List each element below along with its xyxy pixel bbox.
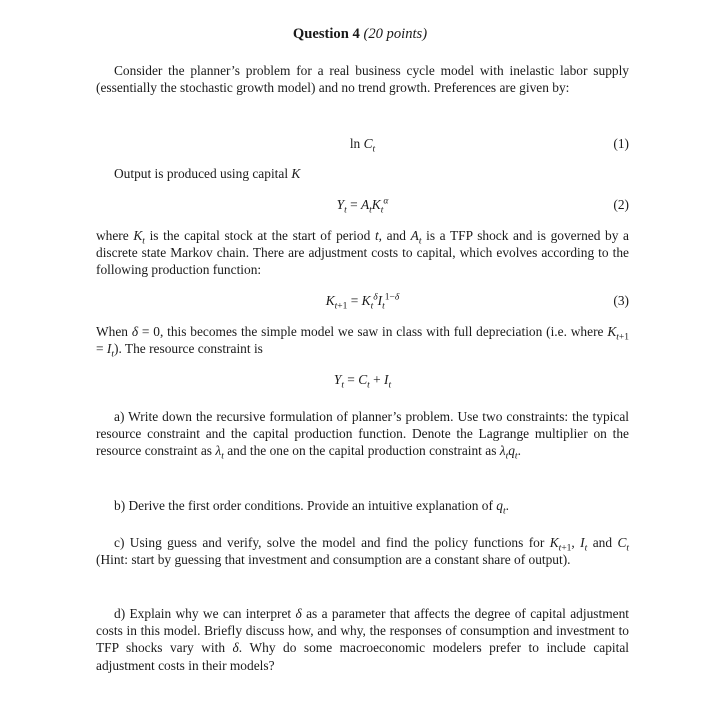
question-points: (20 points) bbox=[363, 26, 428, 42]
part-c-paragraph: c) Using guess and verify, solve the model and find the policy functions for $K_{t+1}$, $I_t$ and $C_t$ (Hint: start by guessing that investment and consumption are a constant share of output). bbox=[96, 535, 630, 568]
part-b-paragraph: b) Derive the first order conditions. Provide an intuitive explanation of $q_t$. bbox=[114, 498, 509, 517]
equation-2: $Y_t = A_tK_t^\alpha$ bbox=[336, 196, 389, 216]
equation-3: $K_{t+1} = K_t^\delta I_t^{1-\delta}$ bbox=[325, 292, 400, 312]
delta-paragraph: When δ = 0, this becomes the simple model we saw in class with full depreciation (i.e. where $K_{t+1} = I_t$). The resource constraint is bbox=[96, 324, 629, 360]
equation-1: $\ln C_t$ bbox=[349, 136, 376, 155]
equation-1-number: (1) bbox=[613, 136, 629, 151]
equation-3-number: (3) bbox=[613, 293, 629, 308]
question-title: Question 4 bbox=[292, 26, 360, 42]
intro-paragraph: Consider the planner’s problem for a real business cycle model with inelastic labor supply (essentially the stochastic growth model) and no trend growth. Preferences are given by: bbox=[96, 63, 629, 96]
resource-constraint-equation: $Y_t = C_t + I_t$ bbox=[333, 372, 392, 391]
where-paragraph: where $K_t$ is the capital stock at the start of period t, and $A_t$ is a TFP shock and is governed by a discrete state Markov chain. There are adjustment costs to capital, which evolves according to the following production function: bbox=[96, 228, 629, 278]
output-sentence: Output is produced using capital K bbox=[114, 166, 301, 181]
part-a-paragraph: a) Write down the recursive formulation of planner’s problem. Use two constraints: the typical resource constraint and the capital production function. Denote the Lagrange multiplier on the resource constraint as $\lambda_t$ and the one on the capital production constraint as $\lambda_tq_t$. bbox=[96, 409, 629, 463]
part-d-paragraph: d) Explain why we can interpret δ as a parameter that affects the degree of capital adjustment costs in this model. Briefly discuss how, and why, the responses of consumption and investment to TFP shocks vary with δ. Why do some macroeconomic modelers prefer to include capital adjustment costs in their models? bbox=[96, 606, 630, 673]
output-sentence-text: Output is produced using capital bbox=[114, 166, 289, 181]
equation-2-number: (2) bbox=[613, 197, 629, 212]
question-heading bbox=[0, 26, 720, 43]
